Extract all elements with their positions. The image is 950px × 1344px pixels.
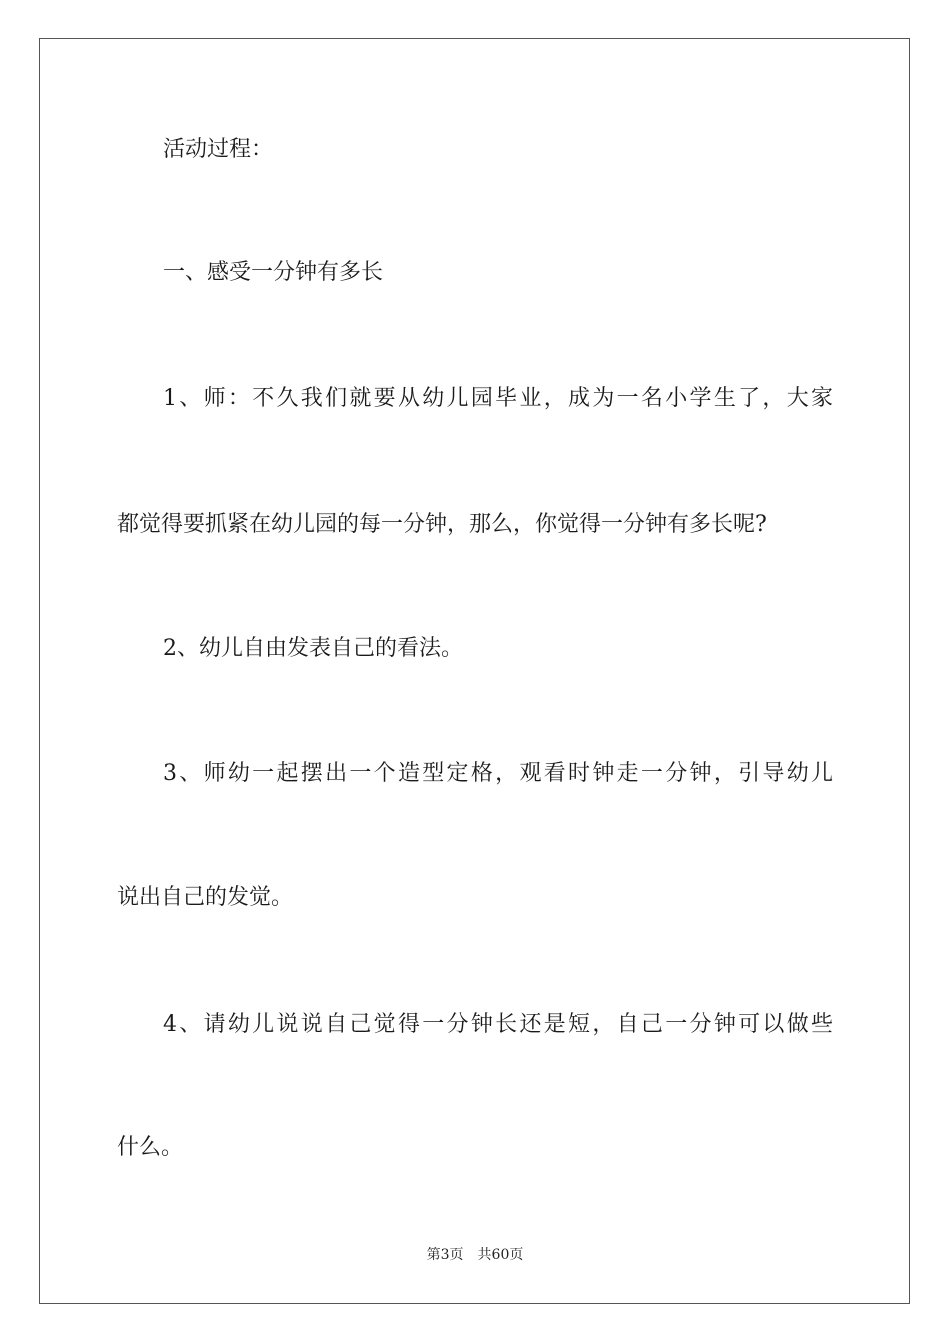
paragraph-4-line-2: 什么。 xyxy=(117,1135,184,1160)
page-frame xyxy=(39,38,910,1304)
subheading-feel-one-minute: 一、感受一分钟有多长 xyxy=(163,260,384,285)
paragraph-1-line-1: 1、师：不久我们就要从幼儿园毕业，成为一名小学生了，大家 xyxy=(163,386,833,411)
paragraph-4-line-1: 4、请幼儿说说自己觉得一分钟长还是短，自己一分钟可以做些 xyxy=(163,1012,833,1037)
paragraph-3-line-1: 3、师幼一起摆出一个造型定格，观看时钟走一分钟，引导幼儿 xyxy=(163,761,833,786)
page-number: 第3页 xyxy=(426,1247,464,1263)
page-footer xyxy=(0,1245,950,1265)
page-total: 共60页 xyxy=(477,1247,524,1263)
paragraph-1-line-2: 都觉得要抓紧在幼儿园的每一分钟，那么，你觉得一分钟有多长呢? xyxy=(117,512,767,537)
paragraph-2: 2、幼儿自由发表自己的看法。 xyxy=(163,636,463,661)
section-heading-activity-process: 活动过程： xyxy=(163,137,274,162)
paragraph-3-line-2: 说出自己的发觉。 xyxy=(117,885,294,910)
